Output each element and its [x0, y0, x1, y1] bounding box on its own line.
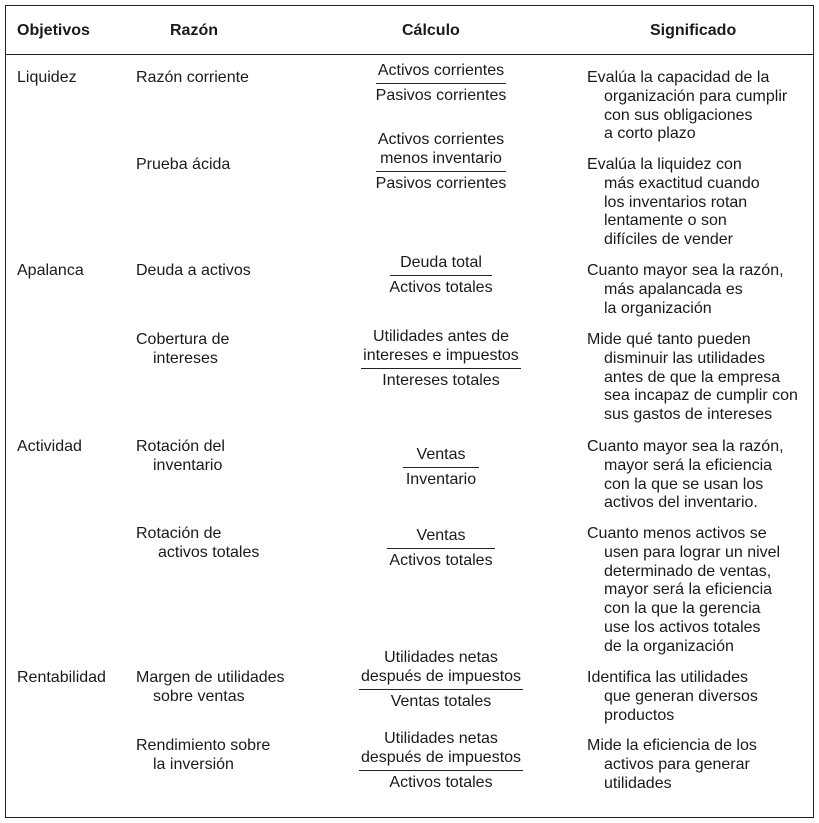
razon-line: intereses: [153, 349, 218, 367]
numerator-line: Ventas: [416, 446, 466, 463]
razon-cell: [136, 69, 249, 88]
significado-line: use los activos totales: [604, 618, 761, 636]
numerator-line: intereses e impuestos: [363, 346, 519, 364]
significado-line: activos del inventario.: [604, 494, 758, 512]
calculo-numerator: [359, 649, 523, 690]
numerator-line: Activos corrientes: [377, 131, 505, 148]
objetivo-cell: Rentabilidad: [17, 669, 106, 686]
significado-line: con la que se usan los: [604, 475, 764, 493]
razon-line: Deuda a activos: [136, 262, 251, 279]
significado-cell: [587, 438, 784, 513]
numerator-line: Deuda total: [400, 254, 482, 271]
significado-line: Cuanto mayor sea la razón,: [587, 262, 784, 279]
objetivo-cell: Liquidez: [17, 69, 77, 86]
significado-line: Identifica las utilidades: [587, 669, 748, 686]
razon-line: Rendimiento sobre: [136, 737, 271, 754]
significado-line: Evalúa la capacidad de la: [587, 69, 770, 86]
calculo-fraction: [356, 254, 526, 298]
header-razon: Razón: [170, 22, 218, 39]
significado-line: productos: [604, 706, 675, 724]
calculo-denominator: Ventas totales: [390, 692, 492, 710]
calculo-numerator: [376, 62, 506, 84]
significado-cell: [587, 737, 757, 793]
calculo-denominator: Activos totales: [389, 278, 493, 296]
significado-cell: [587, 69, 787, 144]
significado-cell: [587, 669, 758, 725]
significado-cell: [587, 331, 798, 425]
significado-line: de la organización: [604, 637, 734, 655]
calculo-fraction: [356, 527, 526, 571]
calculo-denominator: Pasivos corrientes: [375, 86, 507, 104]
header-objetivos: Objetivos: [17, 22, 90, 39]
calculo-denominator: Activos totales: [389, 551, 493, 569]
numerator-line: Utilidades antes de: [372, 328, 510, 345]
calculo-denominator: Pasivos corrientes: [375, 174, 507, 192]
razon-line: Rotación de: [136, 525, 222, 542]
significado-cell: [587, 156, 760, 250]
calculo-fraction: [356, 131, 526, 193]
razon-cell: [136, 262, 251, 281]
razon-line: Margen de utilidades: [136, 669, 285, 686]
significado-line: más apalancada es: [604, 280, 743, 298]
numerator-line: Utilidades netas: [384, 730, 498, 747]
razon-line: Rotación del: [136, 438, 225, 455]
numerator-line: menos inventario: [380, 149, 502, 167]
significado-line: determinado de ventas,: [604, 562, 772, 580]
razon-line: activos totales: [158, 543, 260, 561]
significado-line: utilidades: [604, 774, 672, 792]
significado-line: a corto plazo: [604, 125, 696, 143]
significado-line: que generan diversos: [604, 687, 758, 705]
significado-cell: [587, 525, 780, 657]
significado-line: con sus obligaciones: [604, 106, 753, 124]
calculo-numerator: [361, 328, 521, 369]
significado-line: Mide la eficiencia de los: [587, 737, 757, 754]
numerator-line: Ventas: [416, 527, 466, 544]
numerator-line: después de impuestos: [360, 667, 522, 685]
razon-cell: [136, 737, 270, 775]
significado-line: Evalúa la liquidez con: [587, 156, 742, 173]
razon-line: Razón corriente: [136, 69, 249, 86]
significado-line: Cuanto mayor sea la razón,: [587, 438, 784, 455]
calculo-fraction: [356, 328, 526, 390]
calculo-numerator: [359, 730, 523, 771]
razon-line: Cobertura de: [136, 331, 230, 348]
calculo-fraction: [356, 649, 526, 711]
razon-cell: [136, 331, 229, 369]
significado-line: los inventarios rotan: [604, 193, 748, 211]
significado-line: sea incapaz de cumplir con: [604, 387, 798, 405]
significado-line: sus gastos de intereses: [604, 406, 773, 424]
calculo-fraction: [356, 446, 526, 490]
header-divider: [5, 54, 814, 55]
significado-line: activos para generar: [604, 755, 750, 773]
numerator-line: después de impuestos: [360, 748, 522, 766]
calculo-numerator: [403, 446, 480, 468]
razon-cell: [136, 438, 225, 476]
significado-line: usen para lograr un nivel: [604, 543, 781, 561]
razon-cell: [136, 669, 285, 707]
objetivo-cell: Apalanca: [17, 262, 84, 279]
razon-line: sobre ventas: [153, 687, 245, 705]
numerator-line: Activos corrientes: [377, 62, 505, 79]
calculo-numerator: [376, 131, 506, 172]
numerator-line: Utilidades netas: [384, 649, 498, 666]
header-significado: Significado: [650, 22, 737, 39]
significado-line: Mide qué tanto pueden: [587, 331, 751, 348]
significado-line: más exactitud cuando: [604, 174, 760, 192]
significado-line: lentamente o son: [604, 212, 727, 230]
significado-line: Cuanto menos activos se: [587, 525, 767, 542]
razon-line: Prueba ácida: [136, 156, 231, 173]
calculo-numerator: [387, 527, 496, 549]
razon-cell: [136, 156, 230, 175]
calculo-numerator: [390, 254, 492, 276]
significado-line: difíciles de vender: [604, 231, 733, 249]
significado-line: mayor será la eficiencia: [604, 581, 773, 599]
significado-line: con la que la gerencia: [604, 600, 761, 618]
significado-cell: [587, 262, 784, 318]
calculo-denominator: Activos totales: [389, 773, 493, 791]
calculo-fraction: [356, 730, 526, 792]
calculo-denominator: Inventario: [405, 470, 477, 488]
header-calculo: Cálculo: [402, 22, 460, 39]
significado-line: organización para cumplir: [604, 87, 788, 105]
razon-line: la inversión: [153, 755, 234, 773]
calculo-fraction: [356, 62, 526, 106]
significado-line: la organización: [604, 299, 712, 317]
razon-line: inventario: [153, 456, 223, 474]
razon-cell: [136, 525, 259, 563]
calculo-denominator: Intereses totales: [382, 371, 500, 389]
significado-line: antes de que la empresa: [604, 368, 781, 386]
significado-line: mayor será la eficiencia: [604, 456, 773, 474]
objetivo-cell: Actividad: [17, 438, 82, 455]
significado-line: disminuir las utilidades: [604, 349, 765, 367]
